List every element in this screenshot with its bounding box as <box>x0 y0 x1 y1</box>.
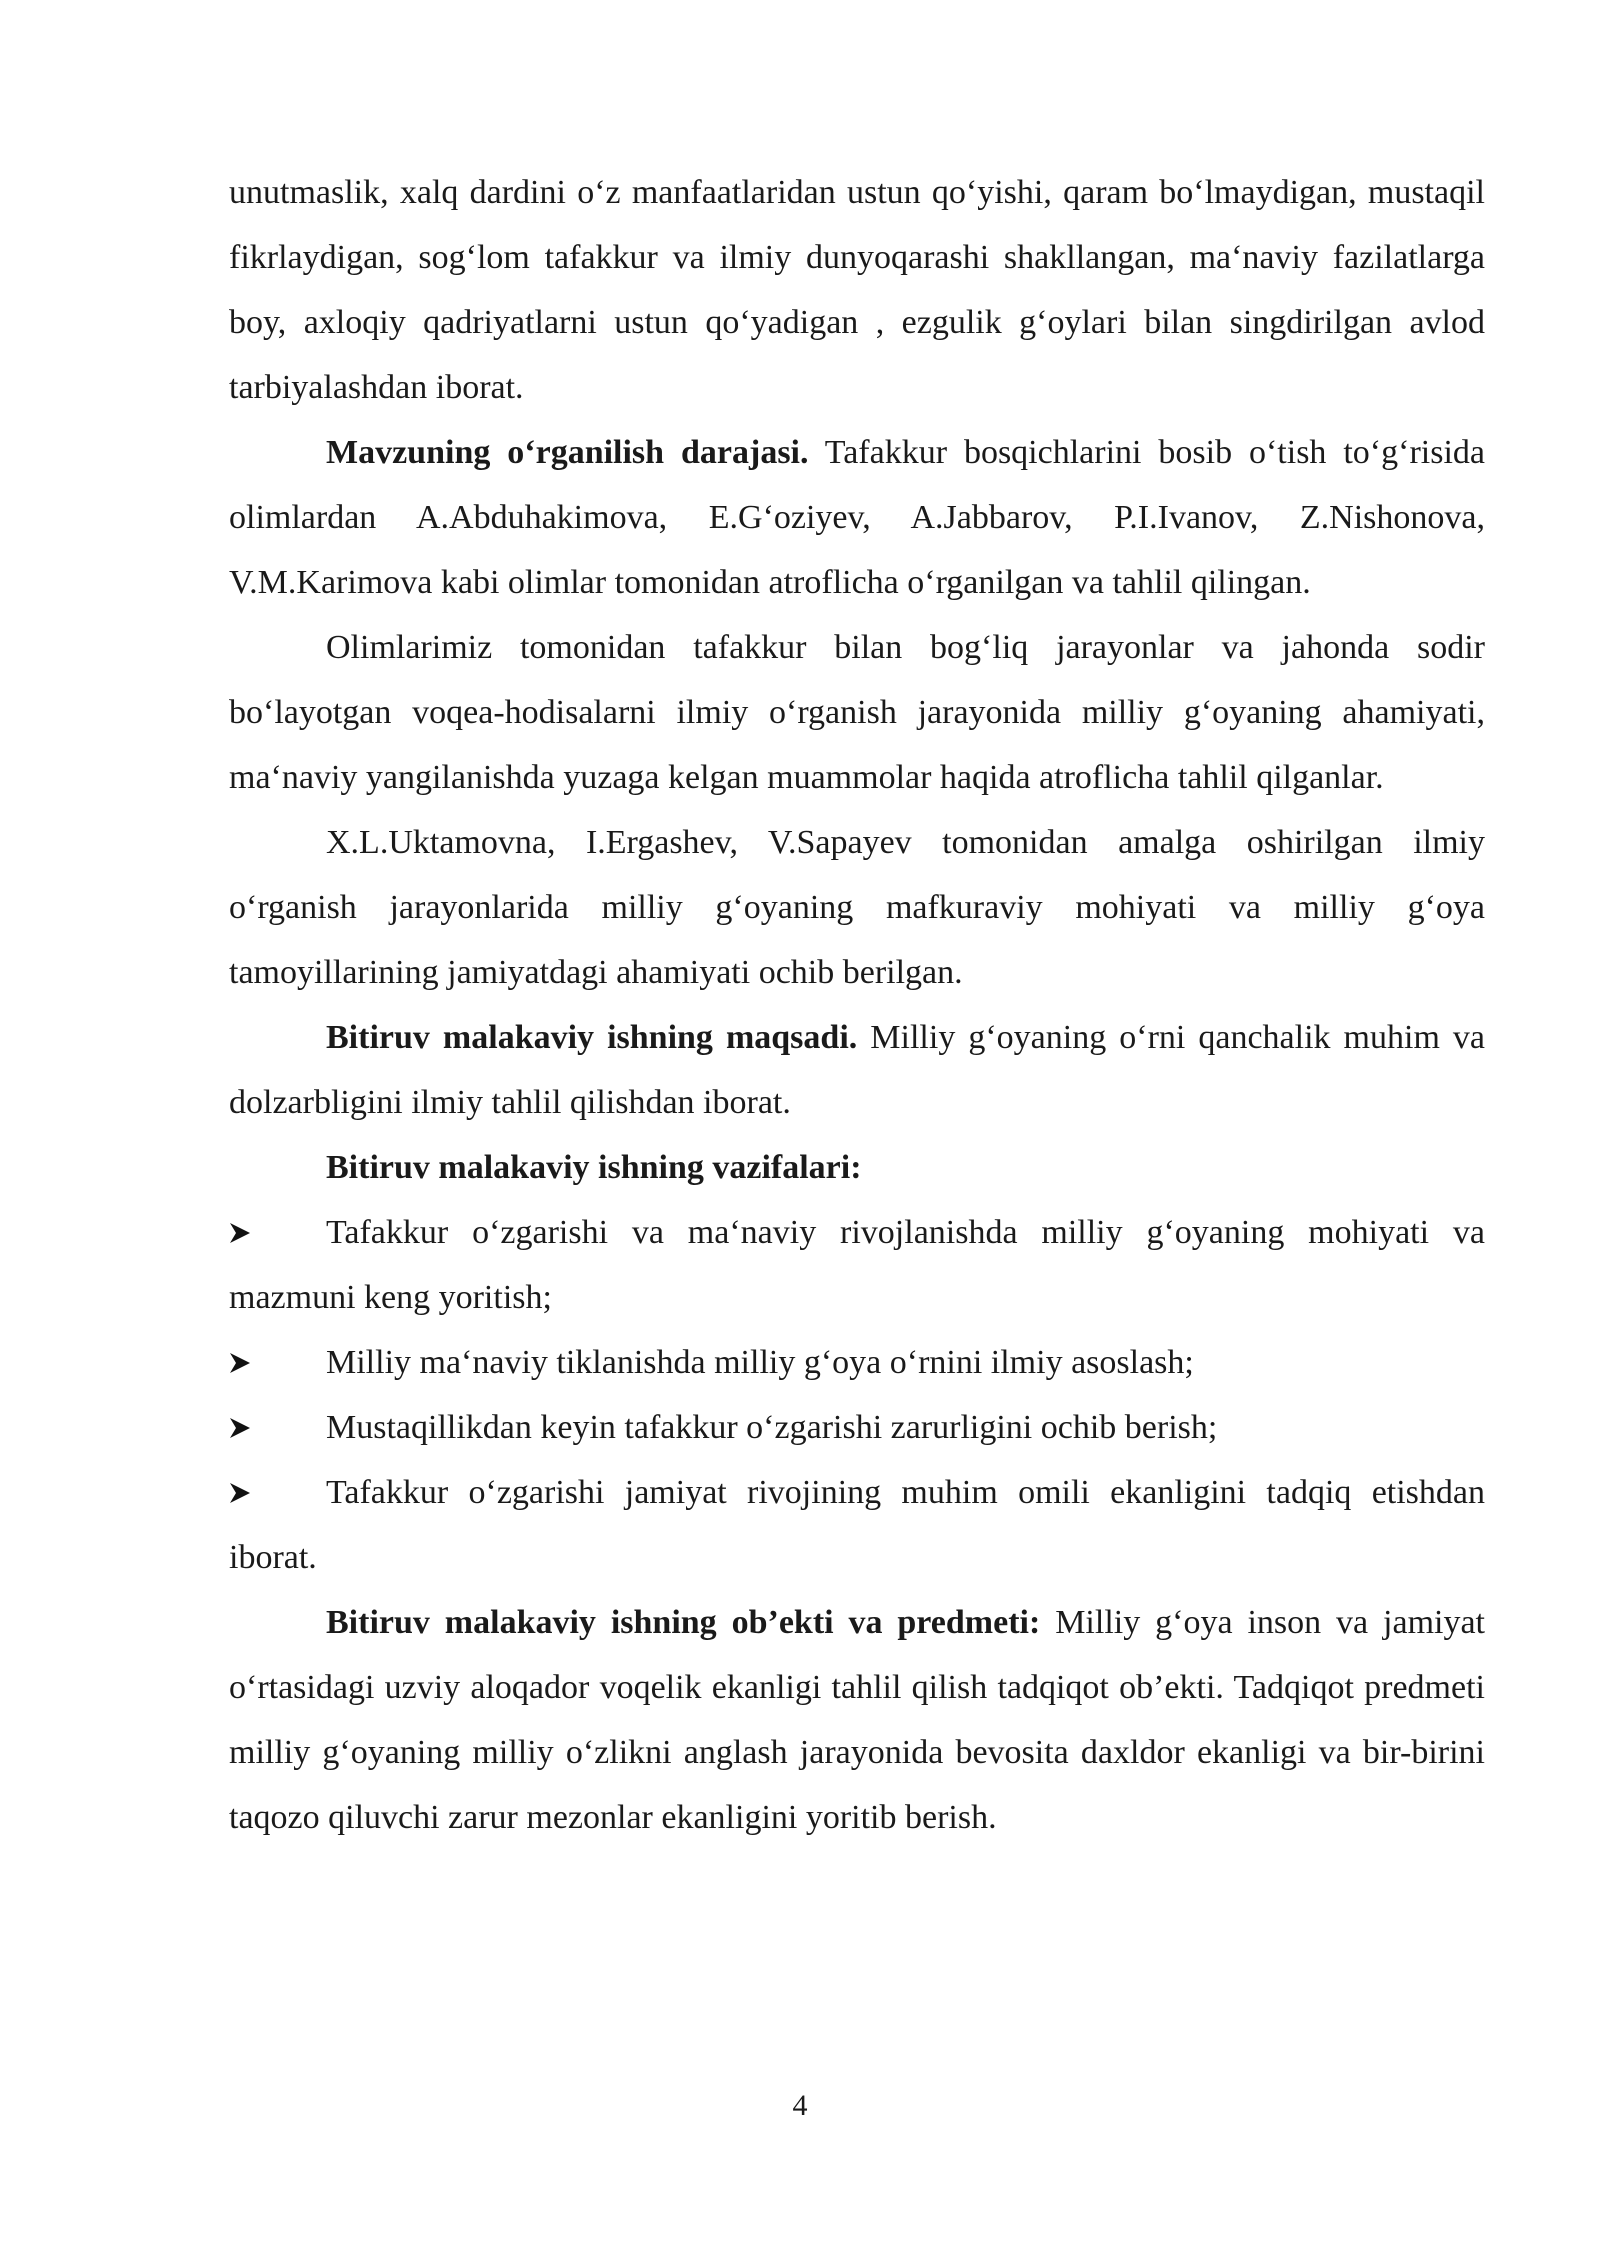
list-item <box>229 1200 1485 1330</box>
task-text: Milliy ma‘naviy tiklanishda milliy g‘oya o‘rnini ilmiy asoslash; <box>326 1344 1194 1381</box>
list-item <box>229 1330 1485 1395</box>
arrowhead-bullet-icon <box>229 1460 269 1525</box>
list-item <box>229 1460 1485 1590</box>
paragraph-goal <box>229 1005 1485 1135</box>
heading-object-subject: Bitiruv malakaviy ishning ob’ekti va predmeti: <box>326 1604 1041 1641</box>
arrowhead-bullet-icon <box>229 1330 269 1395</box>
goal-text: Milliy g‘oyaning o‘rni qanchalik muhim va dolzarbligini ilmiy tahlil qilishdan iborat. <box>229 1019 1486 1121</box>
document-body <box>229 160 1485 1850</box>
study-level-text: Tafakkur bosqichlarini bosib o‘tish to‘g‘risida olimlardan A.Abduhakimova, E.G‘oziyev, A.Jabbarov, P.I.Ivanov, Z.Nishonova, V.M.Karimova kabi olimlar tomonidan atroflicha o‘rganilgan va tahlil qilingan. <box>229 434 1485 601</box>
arrowhead-bullet-icon <box>229 1395 269 1460</box>
heading-study-level: Mavzuning o‘rganilish darajasi. <box>326 434 809 471</box>
heading-tasks: Bitiruv malakaviy ishning vazifalari: <box>326 1149 862 1186</box>
paragraph-scholars-analysis: Olimlarimiz tomonidan tafakkur bilan bog‘liq jarayonlar va jahonda sodir bo‘layotgan voqea-hodisalarni ilmiy o‘rganish jarayonida milliy g‘oyaning ahamiyati, ma‘naviy yangilanishda yuzaga kelgan muammolar haqida atroflicha tahlil qilganlar. <box>229 629 1485 796</box>
paragraph-ideology-research: X.L.Uktamovna, I.Ergashev, V.Sapayev tomonidan amalga oshirilgan ilmiy o‘rganish jarayonlarida milliy g‘oyaning mafkuraviy mohiyati va milliy g‘oya tamoyillarining jamiyatdagi ahamiyati ochib berilgan. <box>229 824 1485 991</box>
tasks-list <box>229 1200 1485 1590</box>
paragraph-tasks-heading <box>229 1135 1485 1200</box>
paragraph-object-subject <box>229 1590 1485 1850</box>
heading-goal: Bitiruv malakaviy ishning maqsadi. <box>326 1019 858 1056</box>
page-number: 4 <box>792 2089 808 2122</box>
paragraph-study-level <box>229 420 1485 615</box>
arrowhead-bullet-icon <box>229 1200 269 1265</box>
task-text: Mustaqillikdan keyin tafakkur o‘zgarishi zarurligini ochib berish; <box>326 1409 1218 1446</box>
list-item <box>229 1395 1485 1460</box>
task-text: Tafakkur o‘zgarishi jamiyat rivojining muhim omili ekanligini tadqiq etishdan iborat. <box>229 1474 1485 1576</box>
object-subject-text: Milliy g‘oya inson va jamiyat o‘rtasidagi uzviy aloqador voqelik ekanligi tahlil qilish tadqiqot ob’ekti. Tadqiqot predmeti milliy g‘oyaning milliy o‘zlikni anglash jarayonida bevosita daxldor ekanligi va bir-birini taqozo qiluvchi zarur mezonlar ekanligini yoritib berish. <box>229 1604 1485 1836</box>
task-text: Tafakkur o‘zgarishi va ma‘naviy rivojlanishda milliy g‘oyaning mohiyati va mazmuni keng yoritish; <box>229 1214 1485 1316</box>
paragraph-continuation: unutmaslik, xalq dardini o‘z manfaatlaridan ustun qo‘yishi, qaram bo‘lmaydigan, mustaqil fikrlaydigan, sog‘lom tafakkur va ilmiy dunyoqarashi shakllangan, ma‘naviy fazilatlarga boy, axloqiy qadriyatlarni ustun qo‘yadigan , ezgulik g‘oylari bilan singdirilgan avlod tarbiyalashdan iborat. <box>229 174 1485 406</box>
